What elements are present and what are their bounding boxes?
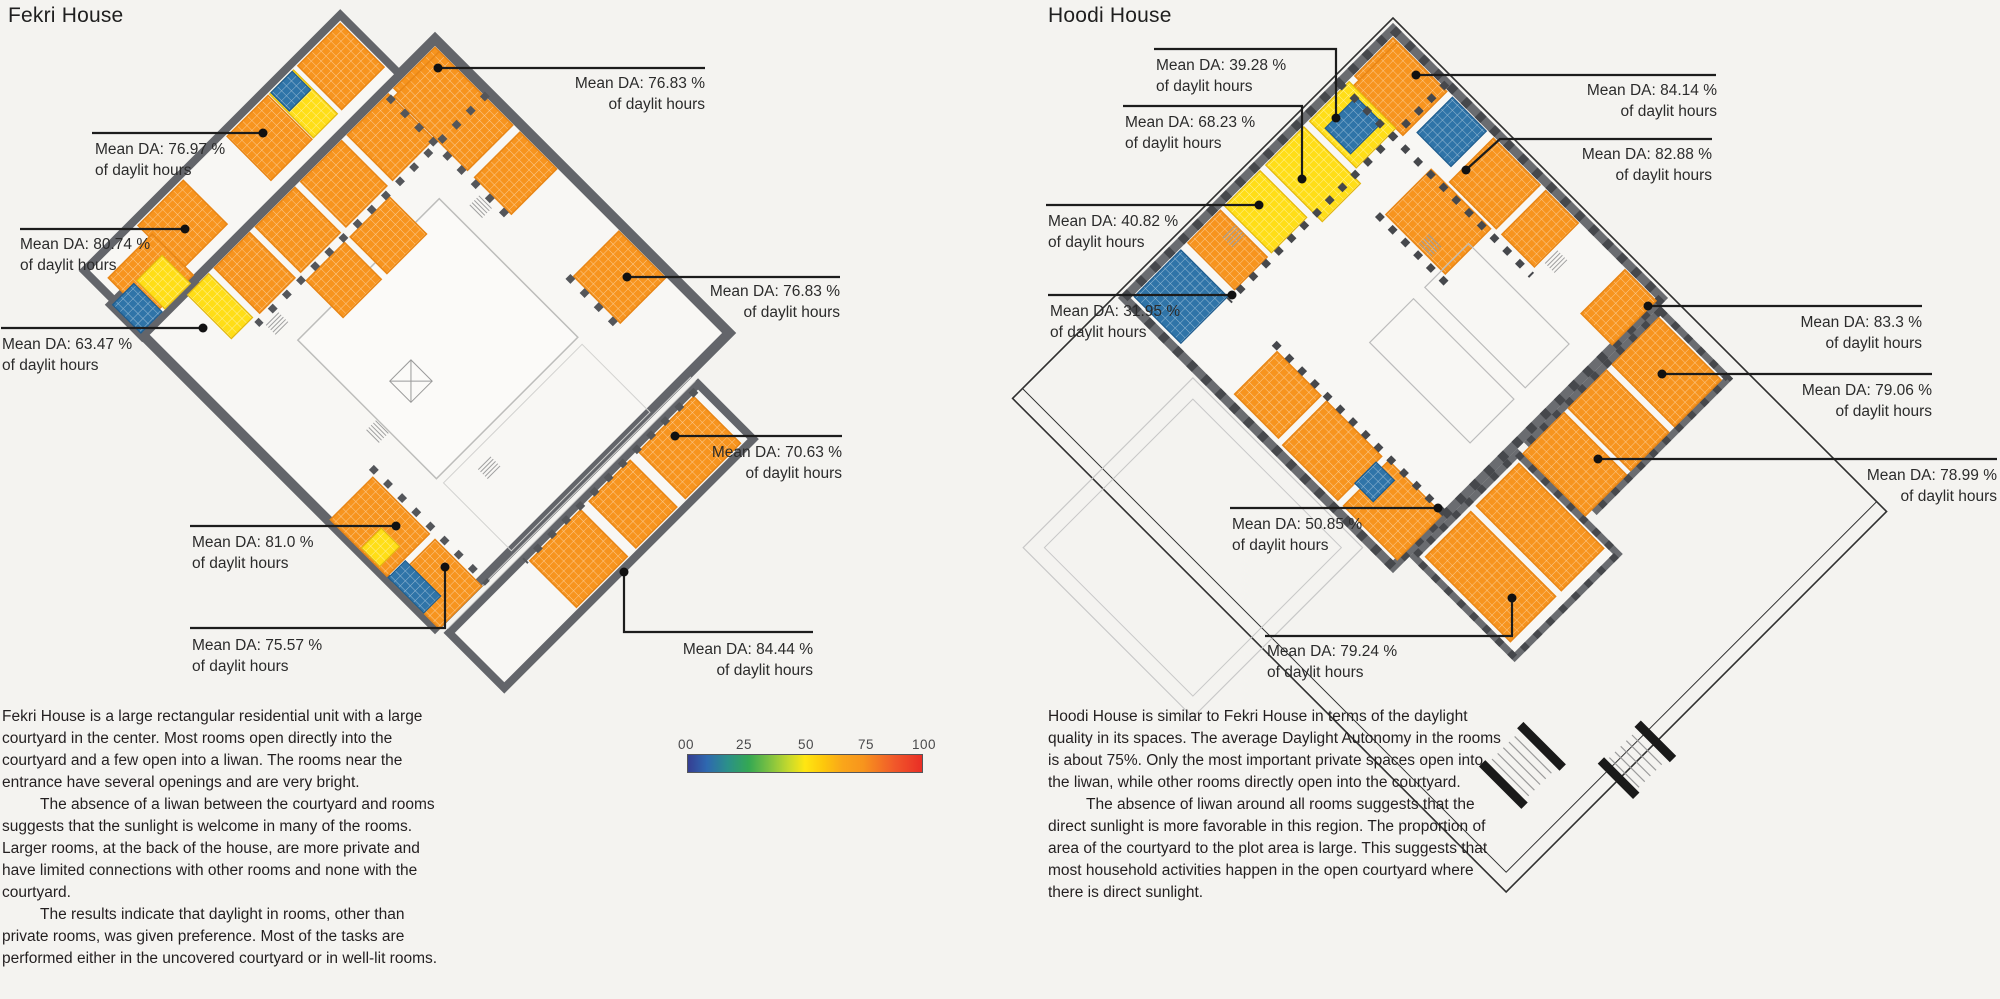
da-label: Mean DA: 70.63 % of daylit hours xyxy=(711,444,842,482)
da-label: Mean DA: 82.88 % of daylit hours xyxy=(1581,146,1712,184)
da-label: Mean DA: 84.14 % of daylit hours xyxy=(1586,82,1717,120)
scale-tick: 75 xyxy=(857,737,875,752)
da-label: Mean DA: 40.82 % of daylit hours xyxy=(1048,213,1179,251)
da-label: Mean DA: 84.44 % of daylit hours xyxy=(682,641,813,679)
da-label: Mean DA: 79.24 % of daylit hours xyxy=(1267,643,1398,681)
da-label: Mean DA: 75.57 % of daylit hours xyxy=(192,637,323,675)
scale-tick: 50 xyxy=(797,737,815,752)
hoodi-description: Hoodi House is similar to Fekri House in terms of the daylight quality in its spaces. The average Daylight Autonomy in the rooms is about 75%. Only the most important private spaces open into the liwan, while other rooms directly open into the courtyard. The absence of liwan around all rooms suggests that the direct sunlight is more favorable in this region. The proportion of area of the courtyard to the plot area is large. This suggests that most household activities happen in the open courtyard where there is direct sunlight. xyxy=(1048,708,1501,901)
da-label: Mean DA: 81.0 % of daylit hours xyxy=(192,534,314,572)
scale-tick: 100 xyxy=(911,737,937,752)
da-label: Mean DA: 83.3 % of daylit hours xyxy=(1800,314,1922,352)
scale-tick: 00 xyxy=(677,737,695,752)
fekri-description: Fekri House is a large rectangular residential unit with a large courtyard in the center. Most rooms open directly into the courtyard and a few open into a liwan. The rooms near the entrance have several openings and are very bright. The absence of a liwan between the courtyard and rooms suggests that the sunlight is welcome in many of the rooms. Larger rooms, at the back of the house, are more private and have limited connections with other rooms and none with the courtyard. The results indicate that daylight in rooms, other than private rooms, was given preference. Most of the tasks are performed either in the uncovered courtyard or in well-lit rooms. xyxy=(2,708,438,967)
fekri-title: Fekri House xyxy=(8,4,124,27)
da-label: Mean DA: 39.28 % of daylit hours xyxy=(1156,57,1287,95)
da-label: Mean DA: 76.83 % of daylit hours xyxy=(574,75,705,113)
daylight-autonomy-colorbar xyxy=(687,754,923,773)
hoodi-title: Hoodi House xyxy=(1048,4,1172,27)
da-label: Mean DA: 80.74 % of daylit hours xyxy=(20,236,151,274)
da-label: Mean DA: 68.23 % of daylit hours xyxy=(1125,114,1256,152)
da-label: Mean DA: 63.47 % of daylit hours xyxy=(2,336,133,374)
da-label: Mean DA: 76.97 % of daylit hours xyxy=(95,141,226,179)
da-label: Mean DA: 79.06 % of daylit hours xyxy=(1801,382,1932,420)
da-label: Mean DA: 76.83 % of daylit hours xyxy=(709,283,840,321)
da-label: Mean DA: 78.99 % of daylit hours xyxy=(1866,467,1997,505)
da-label: Mean DA: 50.85 % of daylit hours xyxy=(1232,516,1363,554)
da-label: Mean DA: 31.95 % of daylit hours xyxy=(1050,303,1181,341)
scale-tick: 25 xyxy=(735,737,753,752)
outdoor-stairs xyxy=(1482,666,1673,857)
